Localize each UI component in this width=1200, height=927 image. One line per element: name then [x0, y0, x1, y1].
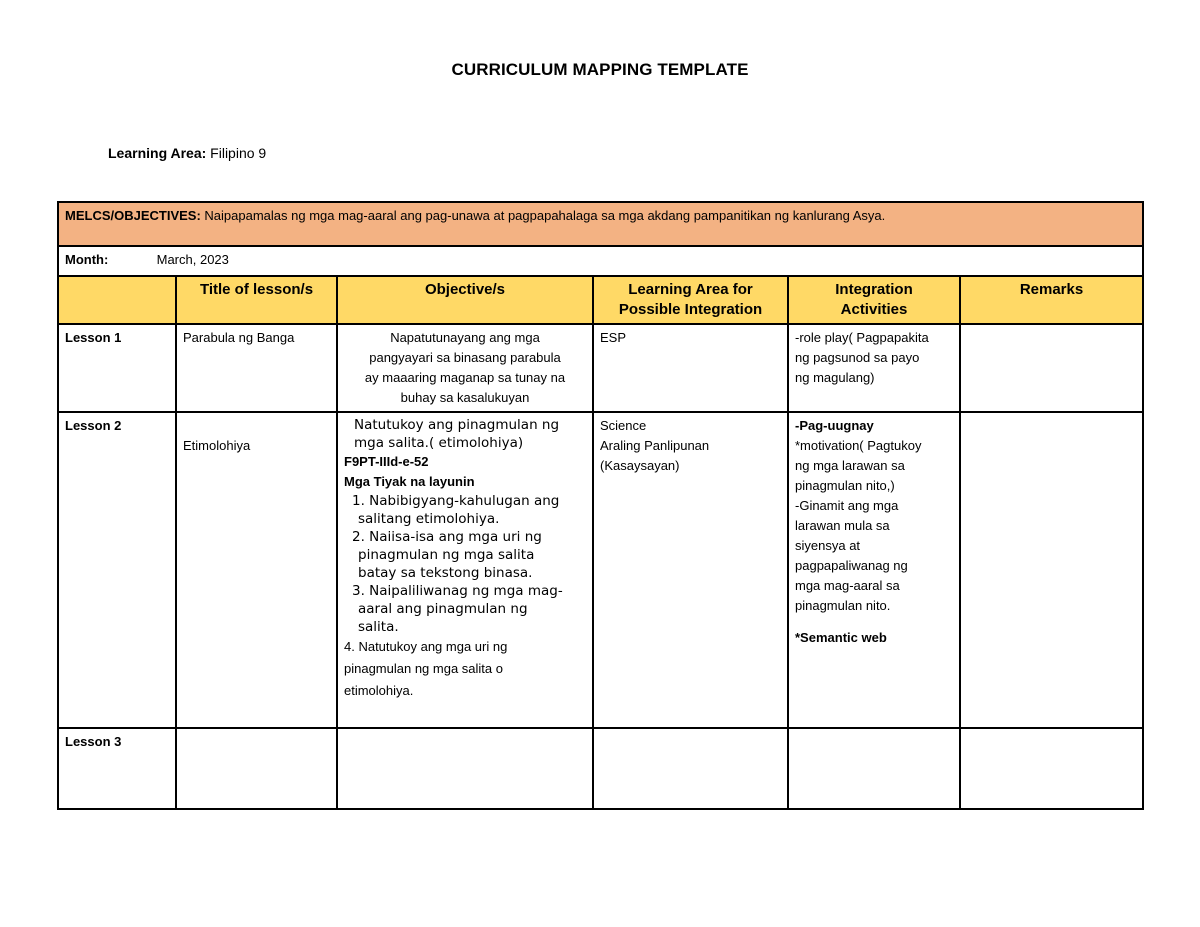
objective-line: buhay sa kasalukuyan	[400, 390, 530, 405]
activity-line: larawan mula sa	[795, 518, 890, 533]
competency-code: F9PT-IIId-e-52	[344, 454, 429, 469]
activity-heading: -Pag-uugnay	[795, 418, 874, 433]
activity-line: -role play( Pagpapakita	[795, 330, 929, 345]
objective-item-4-line: 4. Natutukoy ang mga uri ng	[344, 639, 508, 654]
lesson-objectives	[337, 324, 593, 412]
lesson-label: Lesson 2	[58, 412, 176, 728]
activity-line: siyensya at	[795, 538, 861, 553]
specific-objective-line: 1. Nabibigyang-kahulugan ang	[352, 493, 560, 509]
lesson-title: Etimolohiya	[183, 438, 251, 453]
header-learning-area	[593, 276, 788, 324]
lesson-label: Lesson 3	[58, 728, 176, 809]
header-empty	[58, 276, 176, 324]
specific-objective-line: aaral ang pinagmulan ng	[358, 601, 528, 617]
curriculum-map-table	[57, 201, 1144, 810]
specific-objective-line: 3. Naipaliliwanag ng mga mag-	[352, 583, 563, 599]
lesson-objectives	[337, 412, 593, 728]
header-row	[58, 276, 1143, 324]
lesson-remarks	[960, 728, 1143, 809]
lesson-objectives	[337, 728, 593, 809]
specific-objective-line: salitang etimolohiya.	[358, 511, 500, 527]
lesson-areas	[593, 324, 788, 412]
activity-line: *motivation( Pagtukoy	[795, 438, 922, 453]
specific-objective-line: salita.	[358, 619, 399, 635]
objective-line: pangyayari sa binasang parabula	[369, 350, 561, 365]
lesson-row	[58, 412, 1143, 728]
specific-objective-line: pinagmulan ng mga salita	[358, 547, 535, 563]
objective-line: Napatutunayang ang mga	[390, 330, 540, 345]
activity-line: pagpapaliwanag ng	[795, 558, 908, 573]
activity-semantic-web: *Semantic web	[795, 630, 887, 645]
learning-area-value: Filipino 9	[210, 145, 267, 161]
melcs-text: Naipapamalas ng mga mag-aaral ang pag-unawa at pagpapahalaga sa mga akdang pampanitikan ng kanlurang Asya.	[204, 208, 886, 223]
lesson-title-cell	[176, 412, 337, 728]
header-learning-area-line1: Learning Area for	[628, 281, 753, 298]
lesson-label: Lesson 1	[58, 324, 176, 412]
header-learning-area-line2: Possible Integration	[618, 301, 763, 318]
header-integration-line1: Integration	[835, 281, 913, 298]
lesson-areas	[593, 728, 788, 809]
melcs-label: MELCS/OBJECTIVES:	[65, 208, 201, 223]
activity-line: pinagmulan nito.	[795, 598, 891, 613]
month-label: Month:	[65, 252, 109, 267]
lesson-activities	[788, 324, 960, 412]
lesson-title: Parabula ng Banga	[176, 324, 337, 412]
header-integration	[788, 276, 960, 324]
objective-line: Natutukoy ang pinagmulan ng	[354, 417, 560, 433]
specific-objective-line: 2. Naiisa-isa ang mga uri ng	[352, 529, 542, 545]
specific-objective-line: batay sa tekstong binasa.	[358, 565, 533, 581]
objective-item-4-line: etimolohiya.	[344, 683, 414, 698]
area-line: Science	[600, 418, 647, 433]
area-line: ESP	[600, 330, 627, 345]
month-cell	[58, 246, 1143, 276]
lesson-title	[176, 728, 337, 809]
lesson-remarks	[960, 412, 1143, 728]
activity-line: -Ginamit ang mga	[795, 498, 899, 513]
activity-line: ng magulang)	[795, 370, 875, 385]
header-title: Title of lesson/s	[176, 276, 337, 324]
activity-line: mga mag-aaral sa	[795, 578, 900, 593]
area-line: (Kasaysayan)	[600, 458, 680, 473]
lesson-areas	[593, 412, 788, 728]
learning-area-label: Learning Area:	[108, 145, 207, 161]
activity-line: ng pagsunod sa payo	[795, 350, 920, 365]
document-title: CURRICULUM MAPPING TEMPLATE	[451, 60, 749, 79]
area-line: Araling Panlipunan	[600, 438, 710, 453]
lesson-activities	[788, 412, 960, 728]
header-integration-line2: Activities	[840, 301, 908, 318]
header-objectives: Objective/s	[337, 276, 593, 324]
header-remarks: Remarks	[960, 276, 1143, 324]
specific-objectives-heading: Mga Tiyak na layunin	[344, 474, 475, 489]
objective-line: ay maaaring maganap sa tunay na	[364, 370, 566, 385]
melcs-row	[58, 202, 1143, 246]
month-row	[58, 246, 1143, 276]
melcs-cell	[58, 202, 1143, 246]
objective-line: mga salita.( etimolohiya)	[354, 435, 524, 451]
lesson-row	[58, 728, 1143, 809]
learning-area	[108, 145, 266, 161]
objective-item-4-line: pinagmulan ng mga salita o	[344, 661, 503, 676]
lesson-remarks	[960, 324, 1143, 412]
lesson-row	[58, 324, 1143, 412]
activity-line: ng mga larawan sa	[795, 458, 905, 473]
activity-line: pinagmulan nito,)	[795, 478, 895, 493]
month-value: March, 2023	[156, 252, 229, 267]
lesson-activities	[788, 728, 960, 809]
